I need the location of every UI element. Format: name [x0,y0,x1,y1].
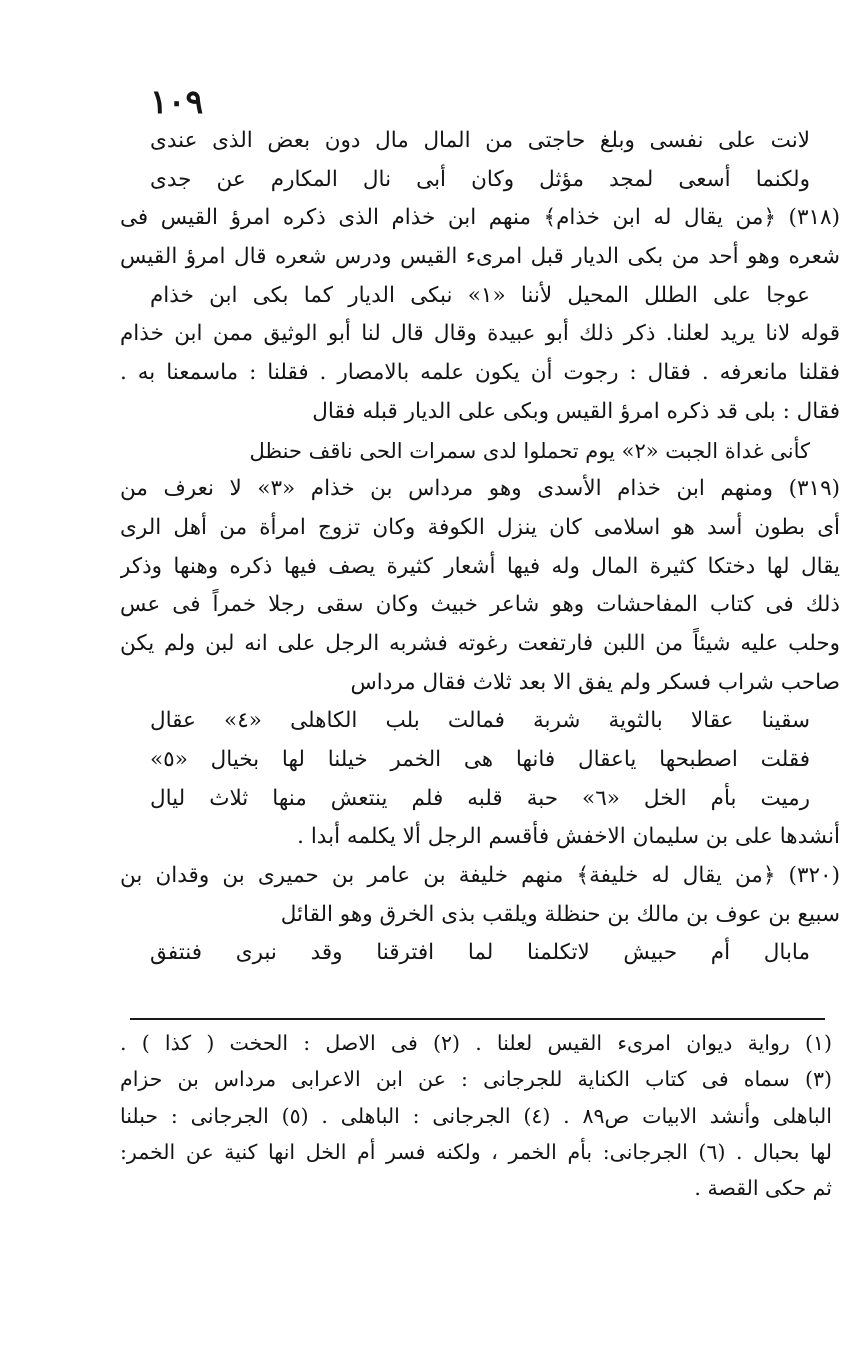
verse-line: كأنى غداة الجبت «٢» يوم تحملوا لدى سمرات الحى ناقف حنظل [249,438,810,463]
text-line: أنشدها على بن سليمان الاخفش فأقسم الرجل ألا يكلمه أبدا . [297,824,840,850]
text-line: فقلنا مانعرفه . فقال : رجوت أن يكون علمه بالامصار . فقلنا : ماسمعنا به . [120,360,840,386]
verse-line: عوجا على الطلل المحيل لأننا «١» نبكى الديار كما بكى ابن خذام [150,282,810,308]
entry-320-heading: (٣٢٠) ﴿من يقال له خليفة﴾ منهم خليفة بن عامر بن حميرى بن وقدان بن [120,863,840,889]
footnotes [120,1025,832,1206]
text-line: شعره وهو أحد من بكى الديار قبل امرىء القيس ودرس شعره قال امرؤ القيس [120,244,840,270]
verse-line: لانت على نفسى وبلغ حاجتى من المال مال دون بعض الذى عندى [150,128,810,153]
footnote-line: لها بحبال . (٦) الجرجانى: بأم الخمر ، ولكنه فسر أم الخل انها كنية عن الخمر: [120,1139,832,1164]
footnote-line: الباهلى وأنشد الابيات ص٨٩ . (٤) الجرجانى : الباهلى . (٥) الجرجانى : حبلنا [120,1103,832,1128]
verse-line: سقينا عقالا بالثوية شربة فمالت بلب الكاهلى «٤» عقال [150,708,810,734]
verse-line: رميت بأم الخل «٦» حبة قلبه فلم ينتعش منها ثلاث ليال [150,785,810,811]
page-number: ١٠٩ [150,82,204,121]
footnote-line: ثم حكى القصة . [694,1176,832,1201]
text-line: سبيع بن عوف بن مالك بن حنظلة ويلقب بذى الخرق وهو القائل [280,901,840,927]
entry-318-heading: (٣١٨) ﴿من يقال له ابن خذام﴾ منهم ابن خذام الذى ذكره امرؤ القيس فى [120,205,840,231]
verse-line: فقلت اصطبحها ياعقال فانها هى الخمر خيلنا لها بخيال «٥» [150,747,810,772]
text-line: وحلب عليه شيئاً من اللبن فارتفعت رغوته فشربه الرجل على انه لبن ولم يكن [120,630,840,656]
entry-319-heading: (٣١٩) ومنهم ابن خذام الأسدى وهو مرداس بن خذام «٣» لا نعرف من [120,476,840,502]
text-line: قوله لانا يريد لعلنا. ذكر ذلك أبو عبيدة وقال قال لنا أبو الوثيق ممن ابن خذام [120,321,840,347]
footnote-divider [130,1018,825,1020]
text-line: ذلك فى كتاب المفاحشات وهو شاعر خبيث وكان سقى رجلا خمراً فى عس [120,592,840,618]
verse-line: مابال أم حبيش لاتكلمنا لما افترقنا وقد نبرى فنتفق [150,940,810,966]
text-line: صاحب شراب فسكر ولم يفق الا بعد ثلاث فقال مرداس [350,669,840,695]
text-line: أى بطون أسد هو اسلامى كان ينزل الكوفة وكان تزوج امرأة من أهل الرى [120,514,840,540]
text-line: فقال : بلى قد ذكره امرؤ القيس وبكى على الديار قبله فقال [312,398,840,424]
main-text [120,122,840,973]
text-line: يقال لها دختكا كثيرة المال وله فيها أشعار كثيرة يصف فيها ذكره وهنها وذكر [120,553,840,579]
verse-line: ولكنما أسعى لمجد مؤثل وكان أبى نال المكارم عن جدى [150,166,810,192]
footnote-line: (٣) سماه فى كتاب الكناية للجرجانى : عن ابن الاعرابى مرداس بن حزام [120,1067,832,1092]
footnote-line: (١) رواية ديوان امرىء القيس لعلنا . (٢) فى الاصل : الحخت ( كذا ) . [120,1031,832,1055]
